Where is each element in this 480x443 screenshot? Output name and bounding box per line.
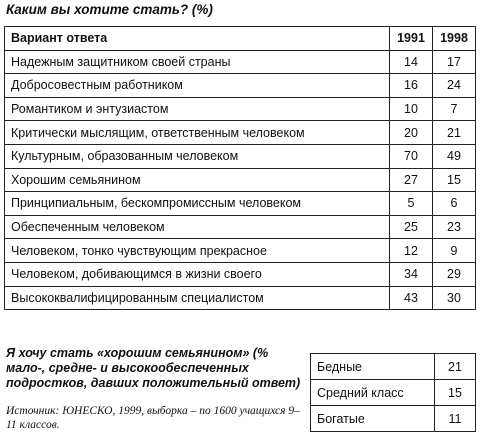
percent-cell: 11 bbox=[435, 406, 476, 432]
answer-cell: Хорошим семьянином bbox=[5, 168, 390, 192]
group-cell: Богатые bbox=[311, 406, 435, 432]
value-1998-cell: 49 bbox=[433, 144, 476, 168]
table-row bbox=[5, 192, 476, 216]
value-1998-cell: 7 bbox=[433, 97, 476, 121]
value-1998-cell: 9 bbox=[433, 239, 476, 263]
value-1991-cell: 16 bbox=[390, 74, 433, 98]
value-1991-cell: 27 bbox=[390, 168, 433, 192]
value-1991-cell: 34 bbox=[390, 262, 433, 286]
value-1991-cell: 10 bbox=[390, 97, 433, 121]
answer-cell: Романтиком и энтузиастом bbox=[5, 97, 390, 121]
table-row bbox=[5, 239, 476, 263]
source-text: Источник: ЮНЕСКО, 1999, выборка – по 1600 учащихся 9–11 классов. bbox=[6, 405, 300, 431]
answer-cell: Критически мыслящим, ответственным человеком bbox=[5, 121, 390, 145]
column-header-1991: 1991 bbox=[390, 27, 433, 51]
value-1991-cell: 14 bbox=[390, 50, 433, 74]
value-1991-cell: 12 bbox=[390, 239, 433, 263]
table-row bbox=[5, 286, 476, 310]
table-row bbox=[5, 97, 476, 121]
answer-cell: Человеком, добивающимся в жизни своего bbox=[5, 262, 390, 286]
table-row bbox=[5, 215, 476, 239]
value-1991-cell: 43 bbox=[390, 286, 433, 310]
value-1998-cell: 6 bbox=[433, 192, 476, 216]
answer-cell: Принципиальным, бескомпромиссным человеком bbox=[5, 192, 390, 216]
note-text: Я хочу стать «хорошим семьянином» (% мало-, средне- и высокообеспеченных подростков, давших положительный ответ) bbox=[6, 346, 301, 390]
table-row bbox=[5, 50, 476, 74]
value-1991-cell: 25 bbox=[390, 215, 433, 239]
table-row bbox=[311, 406, 476, 432]
table-row bbox=[5, 121, 476, 145]
answer-cell: Высококвалифицированным специалистом bbox=[5, 286, 390, 310]
survey-table bbox=[4, 26, 476, 310]
value-1991-cell: 5 bbox=[390, 192, 433, 216]
answer-cell: Обеспеченным человеком bbox=[5, 215, 390, 239]
table-row bbox=[5, 168, 476, 192]
value-1998-cell: 15 bbox=[433, 168, 476, 192]
value-1998-cell: 23 bbox=[433, 215, 476, 239]
group-cell: Средний класс bbox=[311, 380, 435, 406]
table-row bbox=[5, 74, 476, 98]
answer-cell: Культурным, образованным человеком bbox=[5, 144, 390, 168]
page-title: Каким вы хотите стать? (%) bbox=[6, 2, 213, 17]
value-1991-cell: 70 bbox=[390, 144, 433, 168]
value-1991-cell: 20 bbox=[390, 121, 433, 145]
percent-cell: 21 bbox=[435, 354, 476, 380]
column-header-1998: 1998 bbox=[433, 27, 476, 51]
value-1998-cell: 21 bbox=[433, 121, 476, 145]
table-row bbox=[311, 354, 476, 380]
value-1998-cell: 17 bbox=[433, 50, 476, 74]
value-1998-cell: 24 bbox=[433, 74, 476, 98]
answer-cell: Надежным защитником своей страны bbox=[5, 50, 390, 74]
table-row bbox=[5, 262, 476, 286]
column-header-answer: Вариант ответа bbox=[5, 27, 390, 51]
value-1998-cell: 29 bbox=[433, 262, 476, 286]
table-row bbox=[5, 144, 476, 168]
percent-cell: 15 bbox=[435, 380, 476, 406]
answer-cell: Человеком, тонко чувствующим прекрасное bbox=[5, 239, 390, 263]
group-cell: Бедные bbox=[311, 354, 435, 380]
value-1998-cell: 30 bbox=[433, 286, 476, 310]
answer-cell: Добросовестным работником bbox=[5, 74, 390, 98]
income-table bbox=[310, 353, 476, 432]
table-row bbox=[311, 380, 476, 406]
table-header-row bbox=[5, 27, 476, 51]
